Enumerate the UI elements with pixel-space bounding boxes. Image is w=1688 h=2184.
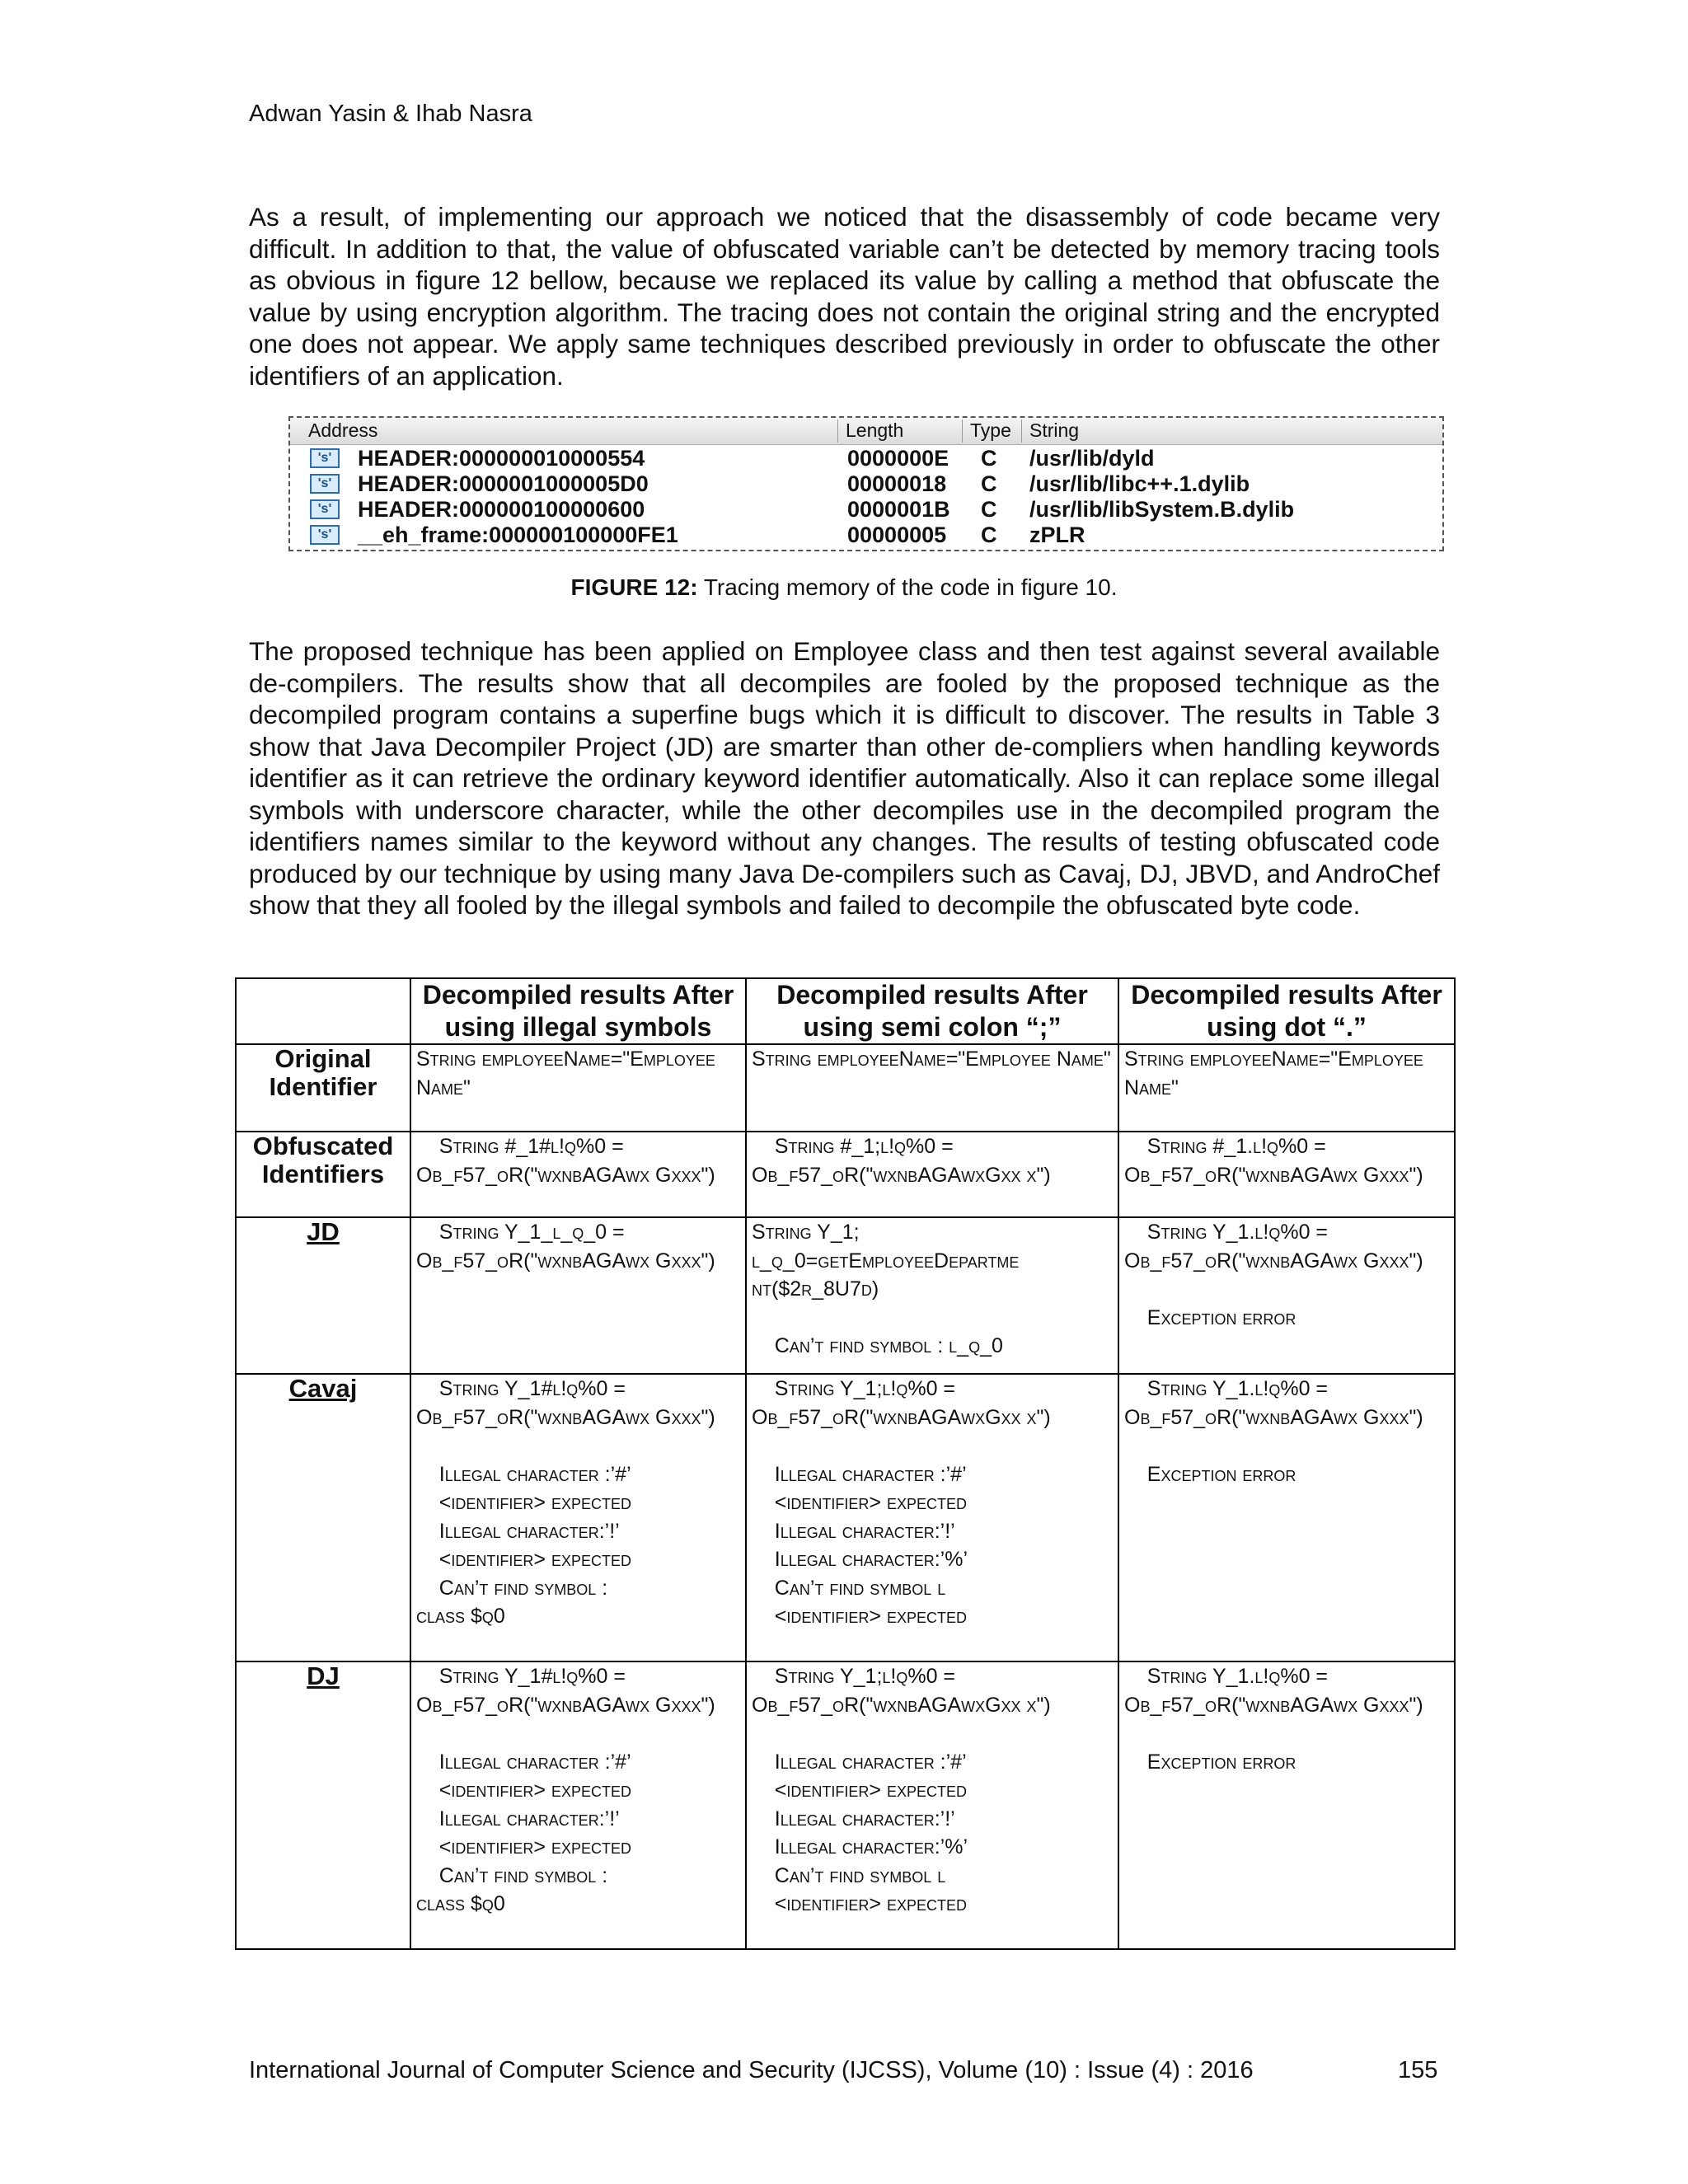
table-row	[236, 1374, 1455, 1661]
table-header-semi-colon: Decompiled results After using semi colon “;”	[746, 978, 1118, 1044]
trace-address: HEADER:0000001000005D0	[358, 471, 649, 496]
figure-12-memory-trace	[288, 416, 1444, 551]
table-cell: String #_1.l!q%0 = Ob_f57_oR("wxnbAGAwx Gxxx")	[1118, 1132, 1455, 1217]
trace-type: C	[981, 446, 997, 471]
column-type: Type	[970, 419, 1011, 441]
table-cell: String employeeName="Employee Name"	[746, 1044, 1118, 1132]
trace-address: HEADER:000000100000600	[358, 497, 645, 522]
trace-type: C	[981, 471, 997, 496]
figure-caption-label: FIGURE 12:	[570, 574, 698, 600]
column-string: String	[1029, 419, 1080, 441]
table-row	[236, 1217, 1455, 1374]
table-header-illegal-symbols: Decompiled results After using illegal symbols	[410, 978, 746, 1044]
trace-length: 00000005	[847, 523, 947, 547]
trace-string: /usr/lib/dyld	[1029, 446, 1155, 471]
trace-type: C	[981, 497, 997, 522]
figure-caption-text: Tracing memory of the code in figure 10.	[697, 574, 1118, 600]
trace-address: HEADER:000000010000554	[358, 446, 645, 471]
table-cell: String #_1;l!q%0 = Ob_f57_oR("wxnbAGAwxGxx x")	[746, 1132, 1118, 1217]
column-length: Length	[846, 419, 904, 441]
table-row	[236, 1661, 1455, 1949]
table-header-empty	[236, 978, 410, 1044]
table-cell: String Y_1.l!q%0 = Ob_f57_oR("wxnbAGAwx Gxxx") Exception error	[1118, 1374, 1455, 1661]
page-number: 155	[1398, 2057, 1438, 2083]
paragraph-1: As a result, of implementing our approach we noticed that the disassembly of code became very difficult. In addition to that, the value of obfuscated variable can’t be detected by memory tracing tools as obvious in figure 12 bellow, because we replaced its value by calling a method that obfuscate the value by using encryption algorithm. The tracing does not contain the original string and the encrypted one does not appear. We apply same techniques described previously in order to obfuscate the other identifiers of an application.	[249, 202, 1440, 391]
string-segment-icon: 's'	[310, 448, 340, 468]
trace-string: zPLR	[1029, 523, 1085, 547]
trace-string: /usr/lib/libSystem.B.dylib	[1029, 497, 1295, 522]
table-cell: String employeeName="Employee Name"	[410, 1044, 746, 1132]
table-cell: String Y_1.l!q%0 = Ob_f57_oR("wxnbAGAwx Gxxx") Exception error	[1118, 1217, 1455, 1374]
row-label: Cavaj	[236, 1374, 410, 1661]
trace-address: __eh_frame:000000100000FE1	[358, 523, 678, 547]
table-cell: String Y_1; l_q_0=getEmployeeDepartme nt($2r_8U7d) Can’t find symbol : l_q_0	[746, 1217, 1118, 1374]
trace-length: 0000001B	[847, 497, 950, 522]
journal-footer: International Journal of Computer Science and Security (IJCSS), Volume (10) : Issue (4) : 2016	[249, 2057, 1254, 2083]
table-row	[236, 1132, 1455, 1217]
string-segment-icon: 's'	[310, 525, 340, 545]
table-row	[236, 1044, 1455, 1132]
string-segment-icon: 's'	[310, 499, 340, 519]
table-cell: String Y_1#l!q%0 = Ob_f57_oR("wxnbAGAwx Gxxx") Illegal character :’#’ <identifier> expected Illegal character:’!’ <identifier> expected Can’t find symbol : class $q0	[410, 1374, 746, 1661]
table-cell: String Y_1;l!q%0 = Ob_f57_oR("wxnbAGAwxGxx x") Illegal character :’#’ <identifier> expected Illegal character:’!’ Illegal character:’%’ Can’t find symbol l <identifier> expected	[746, 1661, 1118, 1949]
trace-string: /usr/lib/libc++.1.dylib	[1029, 471, 1250, 496]
table-header-dot: Decompiled results After using dot “.”	[1118, 978, 1455, 1044]
table-cell: String #_1#l!q%0 = Ob_f57_oR("wxnbAGAwx Gxxx")	[410, 1132, 746, 1217]
trace-length: 0000000E	[847, 446, 950, 471]
running-header: Adwan Yasin & Ihab Nasra	[249, 101, 532, 127]
table-cell: String Y_1_l_q_0 = Ob_f57_oR("wxnbAGAwx Gxxx")	[410, 1217, 746, 1374]
table-header-row	[236, 978, 1455, 1044]
row-label: JD	[236, 1217, 410, 1374]
figure-caption	[0, 574, 1688, 601]
row-label: DJ	[236, 1661, 410, 1949]
results-table	[235, 977, 1456, 1950]
table-cell: String employeeName="Employee Name"	[1118, 1044, 1455, 1132]
table-cell: String Y_1.l!q%0 = Ob_f57_oR("wxnbAGAwx Gxxx") Exception error	[1118, 1661, 1455, 1949]
trace-row	[290, 446, 1442, 471]
column-address: Address	[308, 419, 378, 441]
table-cell: String Y_1;l!q%0 = Ob_f57_oR("wxnbAGAwxGxx x") Illegal character :’#’ <identifier> expected Illegal character:’!’ Illegal character:’%’ Can’t find symbol l <identifier> expected	[746, 1374, 1118, 1661]
trace-length: 00000018	[847, 471, 947, 496]
table-cell: String Y_1#l!q%0 = Ob_f57_oR("wxnbAGAwx Gxxx") Illegal character :’#’ <identifier> expected Illegal character:’!’ <identifier> expected Can’t find symbol : class $q0	[410, 1661, 746, 1949]
trace-row	[290, 523, 1442, 548]
string-segment-icon: 's'	[310, 474, 340, 494]
trace-type: C	[981, 523, 997, 547]
paragraph-2: The proposed technique has been applied on Employee class and then test against several available de-compilers. The results show that all decompiles are fooled by the proposed technique as the decompiled program contains a superfine bugs which it is difficult to discover. The results in Table 3 show that Java Decompiler Project (JD) are smarter than other de-compliers when handling keywords identifier as it can retrieve the ordinary keyword identifier automatically. Also it can replace some illegal symbols with underscore character, while the other decompiles use in the decompiled program the identifiers names similar to the keyword without any changes. The results of testing obfuscated code produced by our technique by using many Java De-compilers such as Cavaj, DJ, JBVD, and AndroChef show that they all fooled by the illegal symbols and failed to decompile the obfuscated byte code.	[249, 636, 1440, 920]
row-label: Original Identifier	[236, 1044, 410, 1132]
trace-row	[290, 497, 1442, 523]
row-label: Obfuscated Identifiers	[236, 1132, 410, 1217]
figure-column-header	[290, 418, 1442, 445]
trace-row	[290, 471, 1442, 497]
